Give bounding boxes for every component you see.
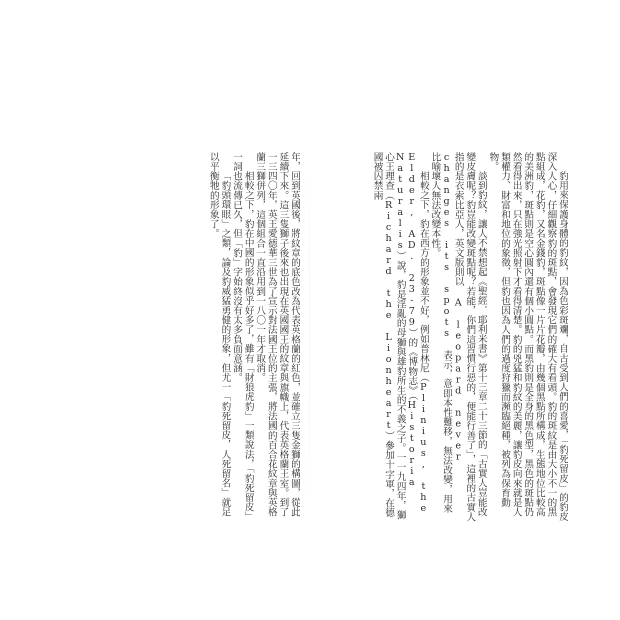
right-page xyxy=(350,152,568,522)
right-page-paragraph-1: 豹用來保護身體的豹紋，因為色彩斑斕，自古受到人們的喜愛，「豹死留皮」的豹皮深入人心，仔細觀察豹的斑點，會發現它們的確大有看頭。豹的斑紋是由大小不一的黑點組成，花豹，又名金錢豹，斑點像一片片花瓣，由幾個黑點所構成，生態地位比較高的美洲豹，斑點則是空心圓內還有個小圓點。而黑豹則是全身的黑色型，黑色的斑點仍然看得出來，只在強光照射下才看得清楚。豹的兇猛和豹紋的美麗，讓豹皮向來就是人類權力、財富和地位的象徵，但豹也因為人們的過度狩獵而瀕臨絕種，被列為保育動物。 xyxy=(487,152,568,522)
left-page xyxy=(82,152,300,522)
right-page-paragraph-3: 相較之下，豹在西方的形象並不好，例如普林尼（Plinius, the Elder, AD. 23-79）的《博物志》（Historia Naturalis）說，豹是淫亂的母獅與雄豹所生的不義之子。一一九四年，獅心王理查（Richard the Lionheart）參加十字軍，在德國被囚禁兩 xyxy=(371,152,429,520)
right-page-paragraph-2: 談到豹紋，讓人不禁想起《聖經．耶利米書》第十三章二十三節的「古實人豈能改變皮膚呢？豹豈能改變斑點呢？若能，你們這習慣行惡的，便能行善了」，這裡的古實人指的是衣索比亞人，英文版則以 A leopard never changes its spots 表示，意即本性難移，無法改變，用來比喻壞人無法改變本性。 xyxy=(429,152,487,522)
left-page-paragraph-3: 「豹頭環眼」之類，論及豹威猛勇健的形象，但尤一「豹死留皮，人死留名」就足以平衡牠的形象了。 xyxy=(207,152,231,517)
left-page-paragraph-2: 相較之下，豹在中國的形象似乎好多了，雖有「財狼虎豹」一類說法，「豹死留皮」一詞也流傳已久，但「豹」字始終沒有太多負面意涵。 xyxy=(231,152,254,522)
right-page-text xyxy=(350,152,568,522)
left-page-paragraph-1: 年，回到英國後，將紋章的底色改為代表英格蘭的紅色，並確立三隻金獅的構圖，從此延續下來。這三隻獅子後來也出現在英國國王的紋章與旗幟上，代表英格蘭王室。到了一三四〇年，英王愛德華三世為了宣示對法國王位的主張，將法國的百合花紋章與英格蘭三獅併列，這個組合一直沿用到一八〇一年才取消。 xyxy=(254,152,300,517)
page-gutter xyxy=(309,140,310,530)
left-page-text xyxy=(82,152,300,522)
